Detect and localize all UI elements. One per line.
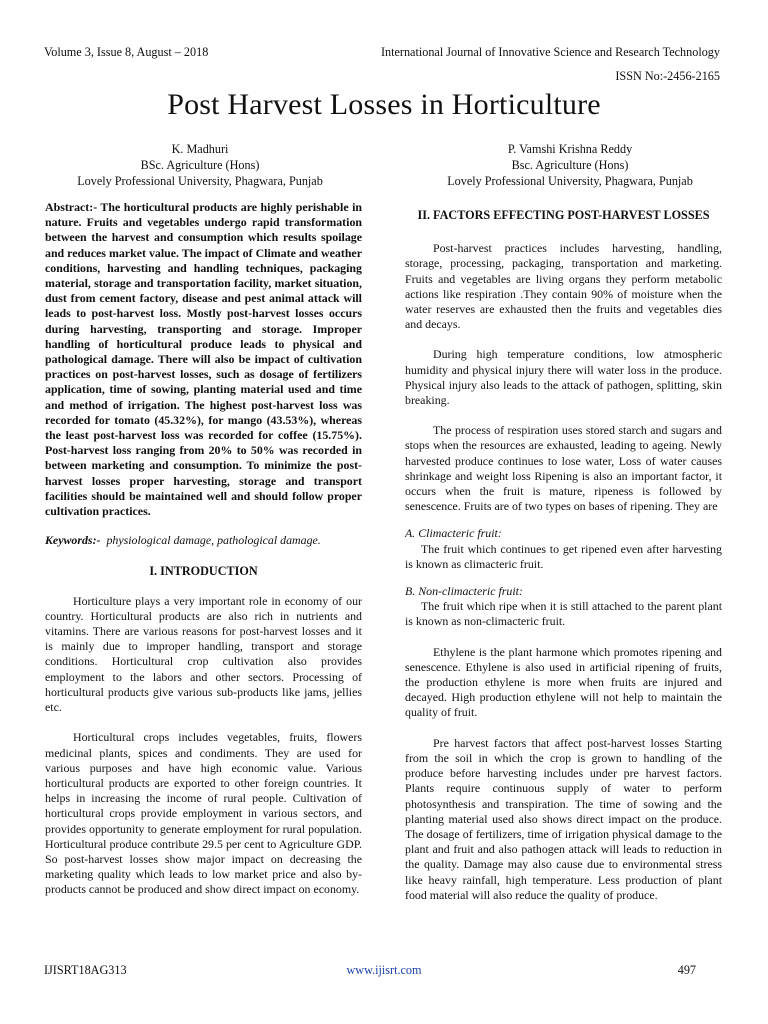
section-heading-introduction: I. INTRODUCTION (149, 564, 258, 579)
paper-title: Post Harvest Losses in Horticulture (167, 88, 601, 121)
paragraph: Pre harvest factors that affect post-harvest losses Starting from the soil in which the crop is grown to handling of the produce before harvesting includes under pre harvest factors. Plants require continuous supply of water to perform photosynthesis and transpiration. The time of sowing and the planting material used also shows direct impact on the produce. The dosage of fertilizers, time of irrigation physical damage to the plant and fruit and also pathogen attack will leads to reduction in the quality. Damage may also cause due to environmental stress like heavy rainfall, high temperature. Less production of plant food material will also reduce the quality of produce. (405, 735, 722, 902)
author-name: P. Vamshi Krishna Reddy (507, 142, 633, 156)
paragraph: Ethylene is the plant harmone which promotes ripening and senescence. Ethylene is also used in artificial ripening of fruits, the production ethylene is more when fruits are injured and decayed. High production ethylene will not help to maintain the quality of fruit. (405, 644, 722, 720)
subsection-heading-climacteric: A. Climacteric fruit: (405, 526, 502, 541)
section-heading-factors: II. FACTORS EFFECTING POST-HARVEST LOSSES (417, 208, 710, 222)
paragraph: Horticultural crops includes vegetables, fruits, flowers medicinal plants, spices and condiments. They are used for various purposes and have high economic value. Various horticultural products are exported to other foreign countries. It helps in increasing the income of rural people. Cultivation of horticultural crops provide employment in various sectors, and provides opportunity to generate employment for rural population. Horticultural produce contribute 29.5 per cent to Agriculture GDP. So post-harvest losses show major impact on decreasing the marketing quality which leads to low market price and also by-products cannot be produced and show direct impact on economy. (45, 730, 362, 897)
issn-number: ISSN No:-2456-2165 (615, 69, 720, 83)
left-column (45, 200, 362, 898)
subsection-heading-non-climacteric: B. Non-climacteric fruit: (405, 584, 523, 599)
author-name: K. Madhuri (171, 142, 229, 156)
paragraph: The process of respiration uses stored starch and sugars and stops when the resources are exhausted, leading to ageing. Newly harvested produce continues to lose water, Loss of water causes shrinkage and weight loss Ripening is also an important factor, it occurs when the fruit is mature, ripeness is followed by senescence. Fruits are of two types on bases of ripening. They are (405, 423, 722, 514)
journal-url-link[interactable]: www.ijisrt.com (346, 963, 422, 977)
paragraph: During high temperature conditions, low atmospheric humidity and physical injury there will water loss in the produce. Physical injury also leads to the attack of pathogen, splitting, skin breaking. (405, 347, 722, 408)
paragraph: Post-harvest practices includes harvesting, handling, storage, processing, packaging, transportation and marketing. Fruits and vegetables are living organs they perform metabolic actions like respiration .They contain 90% of moisture when the water reserves are exhausted then the fruits and vegetables dies and decays. (405, 241, 722, 332)
author-affiliation: Lovely Professional University, Phagwara, Punjab (447, 174, 693, 188)
author-affiliation: Lovely Professional University, Phagwara, Punjab (77, 174, 323, 188)
paper-id: IJISRT18AG313 (44, 963, 127, 977)
abstract: Abstract:- The horticultural products are highly perishable in nature. Fruits and vegetables undergo rapid transformation between the harvest and consumption which results spoilage and reduces market value. The impact of Climate and weather conditions, harvesting and handling techniques, packaging material, storage and transportation facility, market situation, dust from cement factory, disease and pest animal attack will leads to post-harvest loss. Mostly post-harvest losses occurs during harvesting, transporting and storage. Improper handling of horticultural produce leads to physical and pathological damage. There will also be impact of cultivation practices on post-harvest losses, such as dosage of fertilizers application, time of sowing, planting material used and time and method of irrigation. The highest post-harvest loss was recorded for tomato (45.32%), for mango (43.53%), whereas the least post-harvest loss was recorded for coffee (15.75%). Post-harvest loss ranging from 20% to 50% was recorded in between marketing and consumption. To minimize the post-harvest losses proper harvesting, storage and transport facilities should be maintained well and should follow proper cultivation practices. (45, 200, 362, 519)
paragraph: The fruit which continues to get ripened even after harvesting is known as climacteric fruit. (405, 541, 722, 571)
journal-name: International Journal of Innovative Science and Research Technology (380, 45, 720, 59)
keywords-text: physiological damage, pathological damage. (106, 533, 321, 548)
right-column (405, 200, 722, 903)
paragraph: The fruit which ripe when it is still attached to the parent plant is known as non-climacteric fruit. (405, 599, 722, 629)
paragraph: Horticulture plays a very important role in economy of our country. Horticultural products are also rich in nutrients and vitamins. There are various reasons for post-harvest losses and it is mainly due to improper handling, transport and storage conditions. Horticultural crop cultivation also provides employment to the labors and other sectors. Processing of horticultural products give various sub-products like jams, jellies etc. (45, 593, 362, 715)
keywords-label: Keywords:- (45, 533, 101, 548)
author-degree: BSc. Agriculture (Hons) (140, 158, 260, 172)
author-degree: Bsc. Agriculture (Hons) (511, 158, 629, 172)
page-number: 497 (677, 963, 696, 977)
volume-info: Volume 3, Issue 8, August – 2018 (44, 45, 209, 59)
author-block-2 (390, 141, 750, 189)
keywords (45, 533, 362, 548)
author-block-1 (20, 141, 380, 189)
